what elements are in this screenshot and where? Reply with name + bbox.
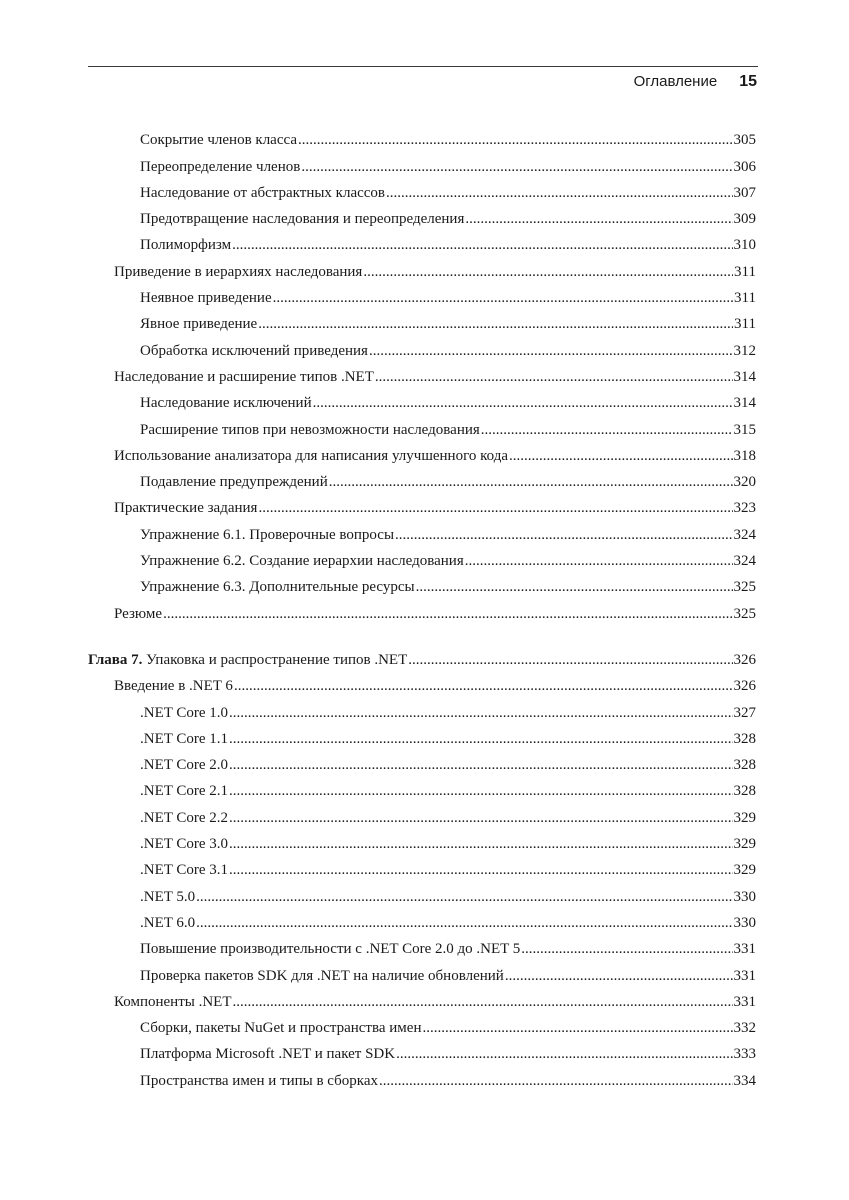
toc-page-number: 334	[733, 1072, 756, 1089]
toc-entry	[88, 282, 756, 308]
toc-page-number: 330	[733, 914, 756, 931]
dot-leader	[229, 755, 732, 775]
dot-leader	[234, 676, 733, 696]
dot-leader	[395, 525, 732, 545]
toc-entry-text: .NET Core 2.1	[140, 783, 229, 800]
toc-page-number: 314	[733, 395, 756, 412]
toc-entry	[88, 229, 756, 255]
toc-entry-title	[140, 341, 368, 361]
toc-entry-title	[140, 755, 228, 775]
toc-entry-title	[140, 183, 385, 203]
toc-entry-text: .NET 6.0	[140, 914, 196, 931]
dot-leader	[229, 703, 732, 723]
dot-leader	[379, 1071, 733, 1091]
toc-page-number: 310	[733, 237, 756, 254]
toc-entry-title	[140, 1018, 421, 1038]
toc-entry	[88, 723, 756, 749]
dot-leader	[233, 992, 733, 1012]
toc-entry	[88, 387, 756, 413]
dot-leader	[229, 860, 732, 880]
toc-entry-title	[140, 157, 300, 177]
dot-leader	[416, 577, 733, 597]
toc-entry	[88, 545, 756, 571]
toc-entry-title	[140, 1044, 395, 1064]
toc-entry	[88, 749, 756, 775]
dot-leader	[258, 314, 733, 334]
toc-entry	[88, 518, 756, 544]
dot-leader	[505, 966, 733, 986]
toc-entry-text: Сокрытие членов класса	[140, 132, 297, 149]
toc-entry-text: Обработка исключений приведения	[140, 342, 368, 359]
toc-entry	[88, 466, 756, 492]
dot-leader	[298, 130, 733, 150]
dot-leader	[196, 913, 732, 933]
toc-entry-text: Упражнение 6.3. Дополнительные ресурсы	[140, 579, 415, 596]
toc-page-number: 333	[733, 1046, 756, 1063]
toc-chapter-entry	[88, 644, 756, 670]
dot-leader	[301, 157, 732, 177]
toc-page-number: 329	[733, 836, 756, 853]
toc-page-number: 326	[733, 651, 756, 668]
toc-page-number: 307	[733, 184, 756, 201]
toc-entry-title	[140, 420, 480, 440]
toc-entry-text: Пространства имен и типы в сборках	[140, 1072, 378, 1089]
toc-entry	[88, 907, 756, 933]
toc-entry-title	[140, 966, 504, 986]
dot-leader	[481, 420, 733, 440]
toc-entry	[88, 124, 756, 150]
toc-entry	[88, 1012, 756, 1038]
toc-entry	[88, 775, 756, 801]
dot-leader	[422, 1018, 732, 1038]
toc-page-number: 311	[734, 290, 756, 307]
toc-entry-title	[140, 525, 394, 545]
dot-leader	[509, 446, 733, 466]
toc-entry-text: Упаковка и распространение типов .NET	[146, 651, 408, 668]
toc-entry-title	[114, 992, 232, 1012]
toc-entry-title	[114, 446, 508, 466]
toc-entry	[88, 597, 756, 623]
toc-entry	[88, 255, 756, 281]
toc-entry-text: Упражнение 6.2. Создание иерархии наследования	[140, 553, 464, 570]
dot-leader	[273, 288, 733, 308]
toc-page-number: 325	[733, 579, 756, 596]
toc-entry-title	[140, 1071, 378, 1091]
toc-entry-text: Переопределение членов	[140, 158, 301, 175]
toc-entry-text: Предотвращение наследования и переопределения	[140, 211, 465, 228]
table-of-contents	[88, 124, 756, 1091]
toc-page-number: 328	[733, 783, 756, 800]
toc-entry	[88, 933, 756, 959]
toc-page-number: 318	[733, 447, 756, 464]
toc-page-number: 328	[733, 730, 756, 747]
toc-page-number: 309	[733, 211, 756, 228]
toc-entry-text: Приведение в иерархиях наследования	[114, 263, 363, 280]
toc-entry-text: Упражнение 6.1. Проверочные вопросы	[140, 526, 395, 543]
toc-entry-text: Наследование исключений	[140, 395, 312, 412]
toc-entry	[88, 854, 756, 880]
toc-entry-title	[140, 577, 415, 597]
toc-entry-text: Проверка пакетов SDK для .NET на наличие обновлений	[140, 967, 504, 984]
toc-entry-title	[140, 808, 228, 828]
toc-entry-title	[140, 314, 257, 334]
toc-entry-text: Повышение производительности с .NET Core 2.0 до .NET 5	[140, 941, 521, 958]
toc-entry	[88, 801, 756, 827]
toc-entry-text: Подавление предупреждений	[140, 474, 328, 491]
toc-entry-title	[140, 235, 231, 255]
toc-entry	[88, 440, 756, 466]
toc-entry-text: Использование анализатора для написания улучшенного кода	[114, 447, 508, 464]
toc-entry-text: .NET Core 1.1	[140, 730, 229, 747]
dot-leader	[329, 472, 733, 492]
dot-leader	[369, 341, 733, 361]
toc-entry-text: Неявное приведение	[140, 290, 272, 307]
toc-entry-title	[114, 676, 233, 696]
toc-entry-text: .NET 5.0	[140, 888, 196, 905]
toc-entry-title	[114, 367, 374, 387]
toc-page-number: 331	[733, 941, 756, 958]
toc-entry-title	[140, 288, 272, 308]
toc-entry-title	[88, 650, 407, 670]
dot-leader	[229, 729, 732, 749]
toc-page-number: 312	[733, 342, 756, 359]
running-header-title: Оглавление	[633, 73, 718, 90]
dot-leader	[229, 781, 732, 801]
toc-entry	[88, 959, 756, 985]
toc-entry	[88, 413, 756, 439]
toc-entry-title	[140, 472, 328, 492]
toc-entry-title	[140, 393, 312, 413]
toc-page-number: 324	[733, 526, 756, 543]
dot-leader	[521, 939, 732, 959]
toc-page-number: 332	[733, 1020, 756, 1037]
dot-leader	[196, 887, 732, 907]
toc-page-number: 329	[733, 862, 756, 879]
header-rule	[88, 66, 758, 67]
dot-leader	[465, 551, 733, 571]
toc-entry-text: Компоненты .NET	[114, 993, 232, 1010]
toc-page-number: 311	[734, 263, 756, 280]
dot-leader	[258, 498, 732, 518]
dot-leader	[163, 604, 732, 624]
toc-entry-text: Полиморфизм	[140, 237, 232, 254]
toc-entry-title	[114, 262, 362, 282]
toc-entry-title	[140, 703, 228, 723]
toc-entry-text: .NET Core 1.0	[140, 704, 229, 721]
toc-entry-text: Явное приведение	[140, 316, 258, 333]
toc-entry-text: Резюме	[114, 605, 163, 622]
toc-entry-text: .NET Core 3.1	[140, 862, 229, 879]
toc-entry-title	[140, 209, 464, 229]
toc-page-number: 311	[734, 316, 756, 333]
toc-entry	[88, 492, 756, 518]
toc-chapter-prefix: Глава 7.	[88, 651, 143, 668]
toc-page-number: 323	[733, 500, 756, 517]
toc-entry-text: Наследование и расширение типов .NET	[114, 368, 374, 385]
toc-entry-title	[140, 130, 297, 150]
dot-leader	[396, 1044, 732, 1064]
toc-page-number: 314	[733, 368, 756, 385]
toc-page-number: 331	[733, 993, 756, 1010]
dot-leader	[408, 650, 732, 670]
toc-entry	[88, 986, 756, 1012]
toc-entry-title	[140, 551, 464, 571]
dot-leader	[229, 834, 732, 854]
running-header	[634, 73, 757, 91]
dot-leader	[229, 808, 732, 828]
toc-page-number: 320	[733, 474, 756, 491]
toc-entry-title	[140, 834, 228, 854]
toc-page-number: 327	[733, 704, 756, 721]
toc-entry-title	[140, 887, 195, 907]
dot-leader	[386, 183, 732, 203]
toc-entry	[88, 571, 756, 597]
toc-page-number: 331	[733, 967, 756, 984]
toc-entry-title	[114, 498, 257, 518]
toc-entry-text: Платформа Microsoft .NET и пакет SDK	[140, 1046, 396, 1063]
toc-entry	[88, 696, 756, 722]
toc-page-number: 329	[733, 809, 756, 826]
toc-entry	[88, 203, 756, 229]
toc-entry	[88, 150, 756, 176]
toc-entry-text: Расширение типов при невозможности наследования	[140, 421, 480, 438]
toc-page-number: 306	[733, 158, 756, 175]
toc-entry	[88, 308, 756, 334]
toc-entry-title	[114, 604, 162, 624]
toc-page-number: 324	[733, 553, 756, 570]
toc-entry-title	[140, 729, 228, 749]
toc-entry-text: .NET Core 2.0	[140, 757, 229, 774]
toc-page-number: 315	[733, 421, 756, 438]
toc-page-number: 305	[733, 132, 756, 149]
dot-leader	[375, 367, 733, 387]
dot-leader	[313, 393, 733, 413]
toc-entry	[88, 361, 756, 387]
toc-page-number: 328	[733, 757, 756, 774]
toc-page-number: 325	[733, 605, 756, 622]
toc-entry-text: Практические задания	[114, 500, 258, 517]
toc-entry	[88, 828, 756, 854]
dot-leader	[465, 209, 732, 229]
dot-leader	[232, 235, 732, 255]
toc-entry-text: .NET Core 3.0	[140, 836, 229, 853]
toc-entry	[88, 177, 756, 203]
dot-leader	[363, 262, 733, 282]
toc-page-number: 330	[733, 888, 756, 905]
toc-entry-text: Сборки, пакеты NuGet и пространства имен	[140, 1020, 422, 1037]
toc-entry-title	[140, 939, 520, 959]
toc-entry-text: Наследование от абстрактных классов	[140, 184, 386, 201]
toc-entry-title	[140, 913, 195, 933]
toc-entry-text: Введение в .NET 6	[114, 678, 233, 695]
toc-entry	[88, 334, 756, 360]
toc-page-number: 326	[733, 678, 756, 695]
toc-entry-title	[140, 781, 228, 801]
page-number: 15	[739, 73, 757, 90]
toc-entry	[88, 880, 756, 906]
toc-entry-text: .NET Core 2.2	[140, 809, 229, 826]
toc-entry	[88, 1038, 756, 1064]
toc-entry	[88, 1064, 756, 1090]
toc-entry-title	[140, 860, 228, 880]
toc-entry	[88, 670, 756, 696]
